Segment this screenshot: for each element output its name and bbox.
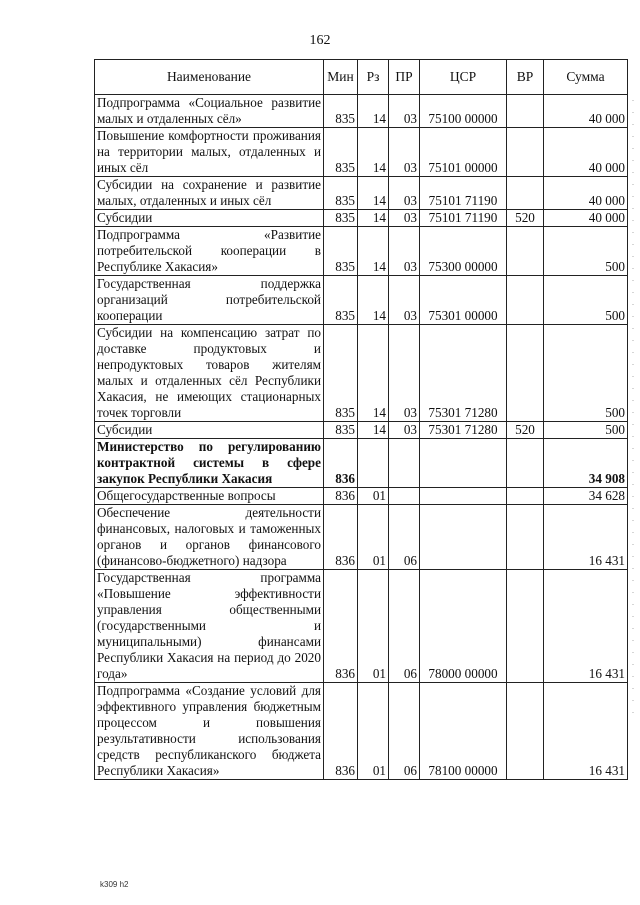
cell-sum: 500 [544,325,628,422]
cell-csr [420,505,507,570]
cell-rz: 14 [358,177,389,210]
cell-pr [389,439,420,488]
page-number: 162 [309,33,331,48]
cell-min: 835 [324,325,358,422]
cell-rz: 14 [358,227,389,276]
cell-sum: 34 908 [544,439,628,488]
cell-sum: 16 431 [544,505,628,570]
table-row [95,488,628,505]
cell-rz: 14 [358,128,389,177]
table-row [95,177,628,210]
cell-vr [507,488,544,505]
cell-csr: 78100 00000 [420,683,507,780]
cell-sum: 40 000 [544,210,628,227]
cell-min: 835 [324,210,358,227]
cell-min: 835 [324,422,358,439]
cell-rz [358,439,389,488]
cell-rz: 01 [358,683,389,780]
cell-sum: 34 628 [544,488,628,505]
header-rz: Рз [358,60,389,95]
cell-pr: 03 [389,95,420,128]
cell-min: 836 [324,683,358,780]
cell-pr [389,488,420,505]
cell-sum: 500 [544,422,628,439]
cell-pr: 03 [389,227,420,276]
cell-vr [507,128,544,177]
cell-csr: 75300 00000 [420,227,507,276]
table-row [95,422,628,439]
table-row [95,276,628,325]
cell-pr: 03 [389,210,420,227]
cell-csr: 75301 00000 [420,276,507,325]
cell-pr: 03 [389,276,420,325]
table-header-row [95,60,628,95]
cell-rz: 01 [358,570,389,683]
cell-vr [507,95,544,128]
cell-name: Субсидии на компенсацию затрат по доставке продуктовых и непродуктовых товаров жителям малых и отдаленных сёл Республики Хакасия, не имеющих стационарных точек торговли [95,325,324,422]
header-pr: ПР [389,60,420,95]
table-row [95,128,628,177]
cell-pr: 06 [389,570,420,683]
header-min: Мин [324,60,358,95]
header-vr: ВР [507,60,544,95]
cell-rz: 14 [358,325,389,422]
cell-name: Общегосударственные вопросы [95,488,324,505]
cell-vr [507,683,544,780]
cell-rz: 14 [358,422,389,439]
cell-name: Субсидии на сохранение и развитие малых, отдаленных и иных сёл [95,177,324,210]
cell-vr [507,570,544,683]
cell-vr [507,325,544,422]
table-row [95,95,628,128]
cell-min: 835 [324,128,358,177]
cell-min: 835 [324,95,358,128]
table-row [95,505,628,570]
cell-csr: 75301 71280 [420,325,507,422]
header-sum: Сумма [544,60,628,95]
cell-pr: 06 [389,505,420,570]
cell-vr [507,227,544,276]
cell-rz: 01 [358,505,389,570]
cell-name: Государственная поддержка организаций потребительской кооперации [95,276,324,325]
cell-pr: 03 [389,325,420,422]
cell-name: Подпрограмма «Развитие потребительской кооперации в Республике Хакасия» [95,227,324,276]
cell-csr [420,439,507,488]
cell-pr: 03 [389,422,420,439]
cell-sum: 40 000 [544,177,628,210]
cell-csr [420,488,507,505]
cell-pr: 03 [389,128,420,177]
cell-min: 836 [324,570,358,683]
cell-csr: 78000 00000 [420,570,507,683]
cell-sum: 500 [544,276,628,325]
cell-min: 836 [324,488,358,505]
cell-sum: 40 000 [544,128,628,177]
cell-rz: 14 [358,276,389,325]
cell-name: Государственная программа «Повышение эффективности управления общественными (государственными и муниципальными) финансами Республики Хакасия на период до 2020 года» [95,570,324,683]
table-row [95,683,628,780]
cell-csr: 75100 00000 [420,95,507,128]
cell-name: Министерство по регулированию контрактной системы в сфере закупок Республики Хакасия [95,439,324,488]
cell-pr: 03 [389,177,420,210]
cell-name: Подпрограмма «Социальное развитие малых и отдаленных сёл» [95,95,324,128]
cell-sum: 16 431 [544,683,628,780]
cell-sum: 40 000 [544,95,628,128]
cell-name: Обеспечение деятельности финансовых, налоговых и таможенных органов и органов финансового (финансово-бюджетного) надзора [95,505,324,570]
header-name: Наименование [95,60,324,95]
cell-name: Подпрограмма «Создание условий для эффективного управления бюджетным процессом и повышения результативности использования средств республиканского бюджета Республики Хакасия» [95,683,324,780]
footer-code: k309 h2 [100,880,129,889]
scan-artifact [632,100,634,720]
cell-min: 835 [324,227,358,276]
cell-min: 836 [324,505,358,570]
cell-min: 836 [324,439,358,488]
cell-csr: 75101 71190 [420,210,507,227]
cell-csr: 75101 00000 [420,128,507,177]
cell-vr: 520 [507,422,544,439]
table-row [95,570,628,683]
cell-name: Повышение комфортности проживания на территории малых, отдаленных и иных сёл [95,128,324,177]
table-row [95,439,628,488]
cell-vr [507,276,544,325]
cell-vr [507,177,544,210]
cell-vr [507,505,544,570]
cell-rz: 14 [358,95,389,128]
cell-sum: 500 [544,227,628,276]
cell-rz: 14 [358,210,389,227]
cell-min: 835 [324,177,358,210]
table-row [95,325,628,422]
cell-name: Субсидии [95,210,324,227]
cell-pr: 06 [389,683,420,780]
header-csr: ЦСР [420,60,507,95]
cell-min: 835 [324,276,358,325]
cell-vr: 520 [507,210,544,227]
table-row [95,210,628,227]
cell-vr [507,439,544,488]
budget-table [94,59,628,780]
cell-rz: 01 [358,488,389,505]
cell-sum: 16 431 [544,570,628,683]
table-row [95,227,628,276]
cell-name: Субсидии [95,422,324,439]
cell-csr: 75301 71280 [420,422,507,439]
cell-csr: 75101 71190 [420,177,507,210]
